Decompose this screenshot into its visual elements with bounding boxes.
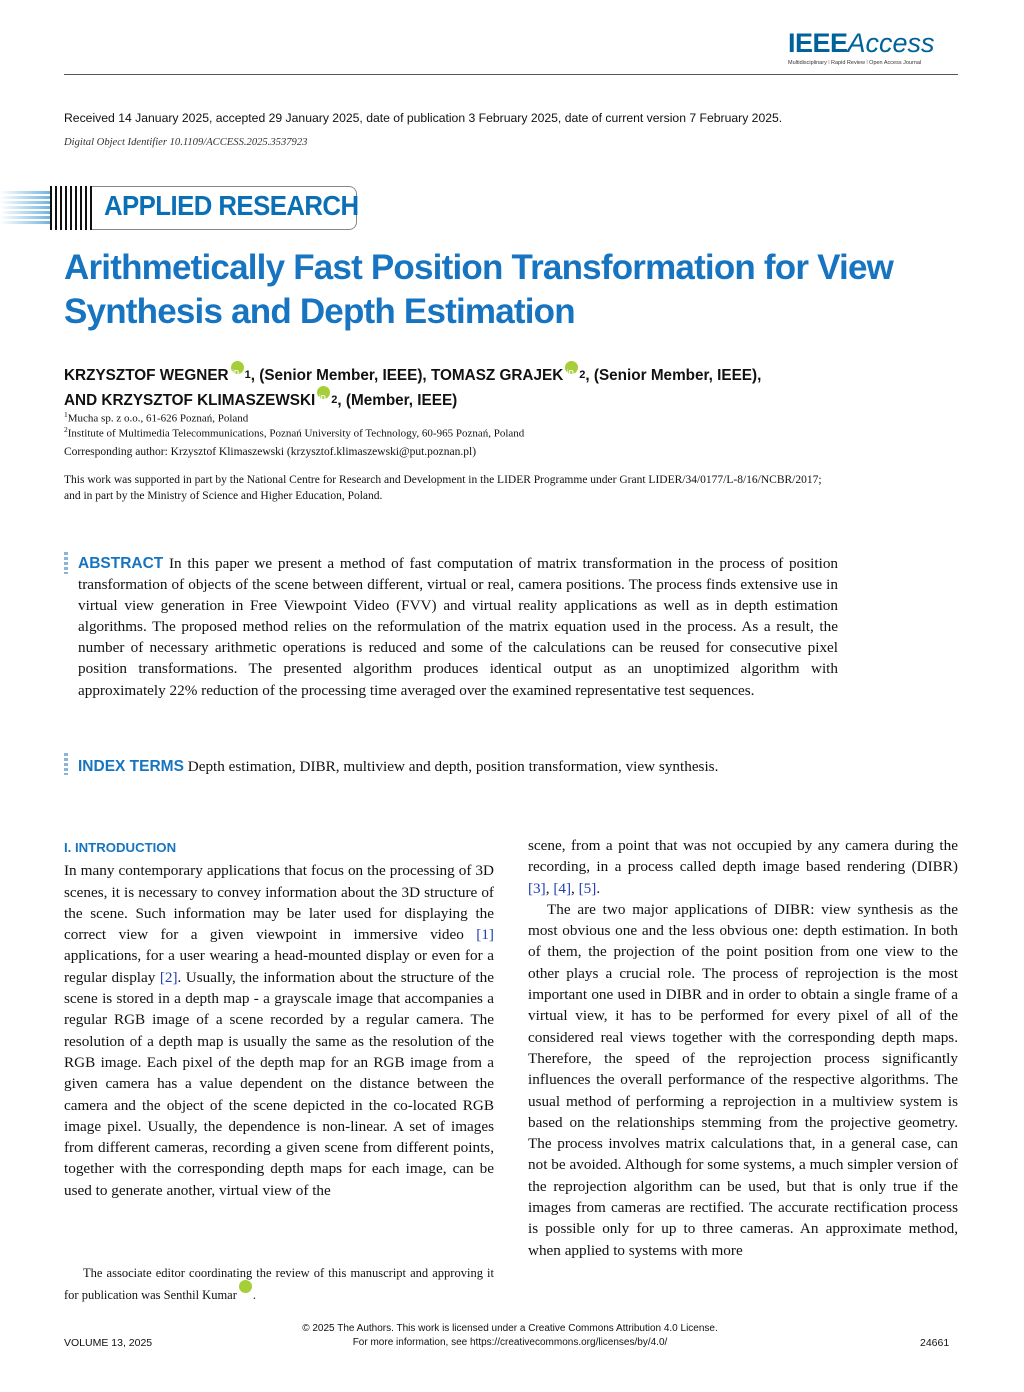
paragraph xyxy=(64,860,494,1201)
affiliation-text: Institute of Multimedia Telecommunications, Poznań University of Technology, 60-965 Poznań, Poland xyxy=(67,427,525,440)
license-link[interactable]: For more information, see https://creativecommons.org/licenses/by/4.0/ xyxy=(352,1337,668,1348)
paragraph-end: . xyxy=(596,879,601,897)
author-list xyxy=(64,364,964,414)
author-role: , (Member, IEEE) xyxy=(337,392,458,409)
editor-note-text: The associate editor coordinating the review of this manuscript and approving it for publication was Senthil Kumar xyxy=(64,1266,494,1302)
paragraph: The are two major applications of DIBR: view synthesis as the most obvious one and the less obvious one: depth estimation. In both of them, the projection of the point position from one view to the other plays a crucial role. The process of reprojection is the most important one used in DIBR and in order to obtain a single frame of a virtual view, it has to be performed for every pixel of all of the considered real views together with the corresponding depth maps. Therefore, the speed of the reprojection process significantly influences the overall performance of the respective algorithms. The usual method of performing a reprojection in a multiview system is based on the relationships stemming from the projective geometry. The process involves matrix calculations that, in a general case, can not be avoided. Although for some systems, a much simpler version of the reprojection algorithm can be used, but that is only true if the images from cameras are rectified. The accurate rectification process is possible only for up to three cameras. An approximate method, when applied to systems with more xyxy=(528,900,958,1259)
author-role: , (Senior Member, IEEE), xyxy=(250,367,431,384)
affiliation-mark: 1 xyxy=(64,410,68,419)
orcid-icon[interactable] xyxy=(317,386,330,399)
section-banner xyxy=(0,186,358,230)
separator: , xyxy=(545,879,554,897)
paragraph-text: scene, from a point that was not occupied by any camera during the recording, in a process called depth image based rendering (DIBR) xyxy=(528,837,958,876)
paragraph-text: . Usually, the information about the structure of the scene is stored in a depth map - a grayscale image that accompanies a regular RGB image of a scene recorded by a regular camera. The resolution of a depth map is usually the same as the resolution of the RGB image. Each pixel of the depth map for an RGB image from a given camera has a value dependent on the distance between the camera and the object of the scene depicted in the co-located RGB image pixel. Usually, the dependence is non-linear. A set of images from different cameras, recording a given scene from different points, together with the corresponding depth maps for each image, can be used to generate another, virtual view of the xyxy=(64,968,494,1199)
citation-link[interactable]: [3] xyxy=(528,879,546,897)
footer-license xyxy=(200,1322,820,1350)
index-terms-marker xyxy=(64,753,68,775)
banner-bars xyxy=(50,186,92,230)
affiliation-mark: 1 xyxy=(244,369,251,381)
logo-tagline: Multidisciplinary ⦚ Rapid Review ⦚ Open Access Journal xyxy=(788,60,922,66)
orcid-icon[interactable] xyxy=(565,361,578,374)
abstract-label: ABSTRACT xyxy=(78,555,164,572)
received-dates: Received 14 January 2025, accepted 29 January 2025, date of publication 3 February 2025, date of current version 7 February 2025. xyxy=(64,111,783,125)
corresponding-author: Corresponding author: Krzysztof Klimaszewski (krzysztof.klimaszewski@put.poznan.pl) xyxy=(64,446,477,458)
paragraph-text: In many contemporary applications that focus on the processing of 3D scenes, it is necessary to convey information about the 3D structure of the scene. Such information may be later used for displaying the correct view for a given viewpoint in immersive video xyxy=(64,862,494,944)
logo-access: Access xyxy=(847,28,935,58)
footer-volume: VOLUME 13, 2025 xyxy=(64,1337,153,1349)
citation-link[interactable]: [5] xyxy=(578,879,597,897)
affiliation-2 xyxy=(64,425,524,440)
citation-link[interactable]: [4] xyxy=(553,879,572,897)
affiliation-mark: 2 xyxy=(64,425,68,434)
affiliation-text: Mucha sp. z o.o., 61-626 Poznań, Poland xyxy=(67,412,249,425)
header-rule xyxy=(64,74,958,75)
funding-note: This work was supported in part by the National Centre for Research and Development in the LIDER Programme under Grant LIDER/34/0177/L-8/16/NCBR/2017; and in part by the Ministry of Science and Higher Education, Poland. xyxy=(64,474,822,502)
author-name: TOMASZ GRAJEK xyxy=(430,367,564,384)
section-heading: I. INTRODUCTION xyxy=(64,840,177,855)
doi-line: Digital Object Identifier 10.1109/ACCESS.2025.3537923 xyxy=(64,137,308,148)
index-terms xyxy=(78,756,858,777)
index-terms-text: Depth estimation, DIBR, multiview and depth, position transformation, view synthesis. xyxy=(187,758,719,775)
affiliation-mark: 2 xyxy=(331,394,338,406)
paper-title: Arithmetically Fast Position Transformation for View Synthesis and Depth Estimation xyxy=(64,248,894,331)
editor-note xyxy=(64,1262,494,1306)
affiliation-1 xyxy=(64,410,248,425)
abstract xyxy=(78,553,838,701)
author-name: AND KRZYSZTOF KLIMASZEWSKI xyxy=(64,392,316,409)
affiliation-mark: 2 xyxy=(579,369,586,381)
paragraph-text: applications, for a user wearing a head-mounted display or even for a regular display xyxy=(64,947,494,986)
body-column-left xyxy=(64,837,494,1201)
orcid-icon[interactable] xyxy=(239,1280,252,1293)
citation-link[interactable]: [1] xyxy=(476,926,494,944)
abstract-text: In this paper we present a method of fast computation of matrix transformation in the process of position transformation of objects of the scene between different, virtual or real, camera positions. The process finds extensive use in virtual view generation in Free Viewpoint Video (FVV) and virtual reality applications as well as in depth estimation algorithms. The proposed method relies on the reformulation of the matrix equation used in the process. As a result, the number of necessary arithmetic operations is reduced and some of the calculations can be reused for consecutive pixel position transformations. The presented algorithm produces identical output as an unoptimized algorithm with approximately 22% reduction of the processing time averaged over the examined representative test sequences. xyxy=(78,555,839,699)
author-name: KRZYSZTOF WEGNER xyxy=(64,367,229,384)
logo-ieee: IEEE xyxy=(788,28,848,58)
page-number: 24661 xyxy=(920,1337,950,1349)
abstract-marker xyxy=(64,552,68,574)
journal-logo xyxy=(788,28,958,67)
author-role: , (Senior Member, IEEE), xyxy=(585,367,762,384)
section-banner-label: APPLIED RESEARCH xyxy=(104,190,359,221)
body-column-right xyxy=(528,835,958,1261)
orcid-icon[interactable] xyxy=(231,361,244,374)
index-terms-label: INDEX TERMS xyxy=(78,758,184,775)
separator: , xyxy=(571,879,579,897)
license-line: © 2025 The Authors. This work is licensed under a Creative Commons Attribution 4.0 License. xyxy=(302,1323,718,1334)
paragraph xyxy=(528,835,958,899)
citation-link[interactable]: [2] xyxy=(159,968,178,986)
